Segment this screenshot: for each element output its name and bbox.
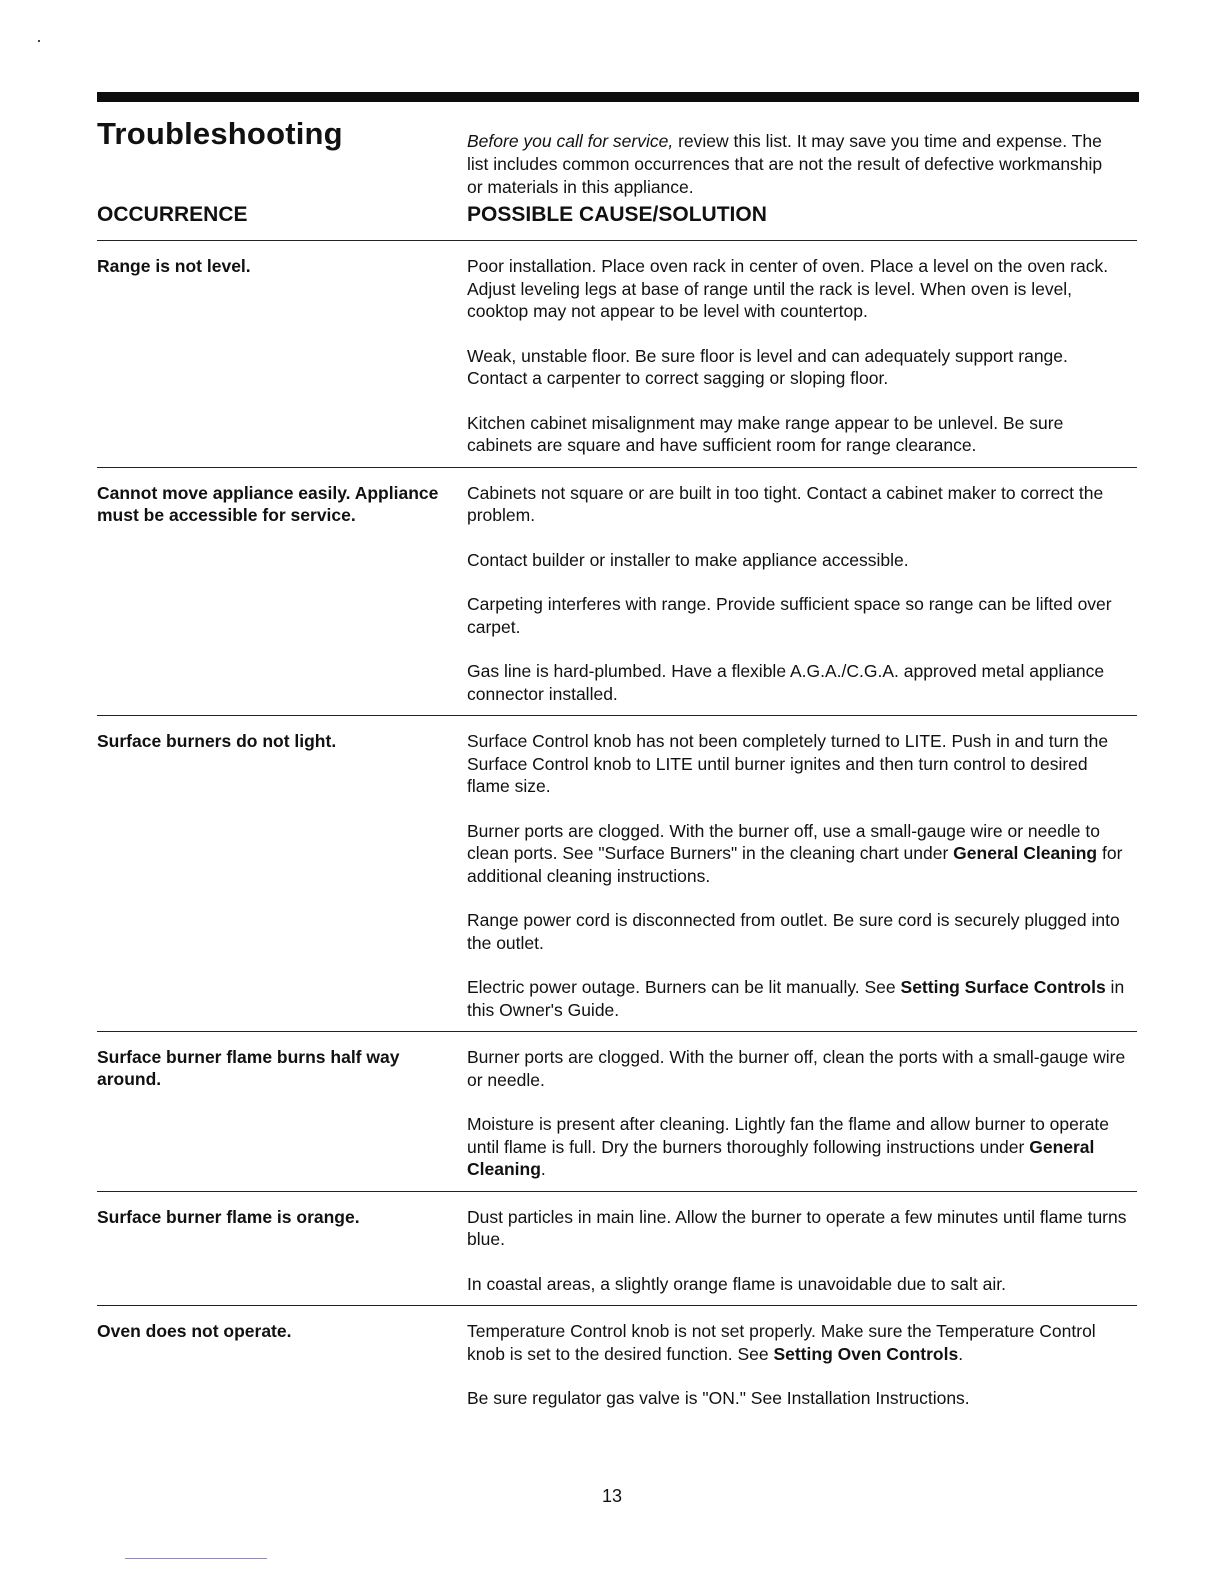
solution-text: Gas line is hard-plumbed. Have a flexible A.G.A./C.G.A. approved metal appliance connector installed.: [467, 661, 1105, 704]
occurrence-text: Surface burners do not light.: [97, 731, 337, 751]
solution-text-part: .: [958, 1343, 964, 1364]
table-row: [97, 715, 1137, 1031]
intro-paragraph: [467, 130, 1122, 199]
solution-text-part: in this Owner's Guide.: [467, 977, 1125, 1020]
page-number: 13: [601, 1486, 623, 1506]
solution-text: Weak, unstable floor. Be sure floor is level and can adequately support range. Contact a carpenter to correct sagging or sloping floor.: [467, 345, 1068, 388]
table-row: [97, 467, 1137, 716]
table-row: [97, 1031, 1137, 1191]
occurrence-text: Cannot move appliance easily. Appliance must be accessible for service.: [97, 482, 439, 525]
solution-text-part: Moisture is present after cleaning. Lightly fan the flame and allow burner to operate until flame is full. Dry the burners thoroughly following instructions under: [467, 1114, 1110, 1157]
solution-text-part: for additional cleaning instructions.: [467, 843, 1123, 886]
solution-reference: General Cleaning: [953, 843, 1098, 863]
occurrence-text: Range is not level.: [97, 256, 251, 276]
intro-lead: Before you call for service,: [467, 131, 674, 151]
solution-text: In coastal areas, a slightly orange flame is unavoidable due to salt air.: [467, 1273, 1006, 1294]
intro-text: review this list. It may save you time and expense. The list includes common occurrences that are not the result of defective workmanship or materials in this appliance.: [467, 131, 1103, 197]
solution-list: [467, 1046, 1132, 1181]
occurrence-text: Surface burner flame burns half way around.: [97, 1047, 400, 1089]
solution-list: [467, 1320, 1132, 1410]
occurrence-text: Oven does not operate.: [97, 1321, 292, 1341]
solution-reference: Setting Surface Controls: [900, 977, 1106, 997]
solution-list: [467, 255, 1132, 457]
solution-text: Burner ports are clogged. With the burner off, clean the ports with a small-gauge wire or needle.: [467, 1047, 1126, 1090]
solution-text: Poor installation. Place oven rack in center of oven. Place a level on the oven rack. Adjust leveling legs at base of range until the rack is level. When oven is level, cooktop may not appear to be level with countertop.: [467, 256, 1109, 321]
solution-text: Carpeting interferes with range. Provide sufficient space so range can be lifted over carpet.: [467, 594, 1112, 637]
solution-text-part: Electric power outage. Burners can be lit manually. See: [467, 977, 901, 997]
occurrence-text: Surface burner flame is orange.: [97, 1206, 360, 1227]
solution-text: [467, 820, 1132, 888]
footer-mark: [125, 1558, 267, 1559]
troubleshooting-table: [97, 240, 1137, 1420]
header-rule: [97, 92, 1139, 102]
solution-text: Range power cord is disconnected from outlet. Be sure cord is securely plugged into the outlet.: [467, 910, 1120, 953]
page-title: Troubleshooting: [97, 116, 343, 151]
solution-text-part: .: [540, 1159, 546, 1179]
solution-text: Dust particles in main line. Allow the burner to operate a few minutes until flame turns blue.: [467, 1206, 1127, 1249]
solution-text: Surface Control knob has not been completely turned to LITE. Push in and turn the Surface Control knob to LITE until burner ignites and then turn control to desired flame size.: [467, 731, 1109, 796]
solution-text: [467, 1113, 1132, 1181]
solution-text: Kitchen cabinet misalignment may make range appear to be unlevel. Be sure cabinets are square and have sufficient room for range clearance.: [467, 412, 1064, 455]
solution-text-part: Temperature Control knob is not set properly. Make sure the Temperature Control knob is set to the desired function. See: [467, 1321, 1096, 1364]
solution-column-header: POSSIBLE CAUSE/SOLUTION: [467, 203, 767, 226]
scan-speck: [38, 40, 40, 42]
table-row: [97, 1305, 1137, 1420]
occurrence-column-header: OCCURRENCE: [97, 203, 248, 226]
solution-list: [467, 482, 1132, 706]
solution-list: [467, 1206, 1132, 1296]
solution-text-part: Burner ports are clogged. With the burner off, use a small-gauge wire or needle to clean ports. See "Surface Burners" in the cleaning chart under: [467, 820, 1100, 863]
solution-text: Cabinets not square or are built in too tight. Contact a cabinet maker to correct the problem.: [467, 482, 1104, 525]
solution-list: [467, 730, 1132, 1021]
solution-reference: Setting Oven Controls: [773, 1343, 959, 1364]
solution-text: [467, 1320, 1132, 1365]
solution-text: [467, 976, 1132, 1021]
solution-text: Contact builder or installer to make appliance accessible.: [467, 549, 909, 570]
table-row: [97, 240, 1137, 467]
solution-reference: General Cleaning: [467, 1136, 1095, 1179]
solution-text: Be sure regulator gas valve is "ON." See Installation Instructions.: [467, 1388, 970, 1408]
table-row: [97, 1191, 1137, 1306]
